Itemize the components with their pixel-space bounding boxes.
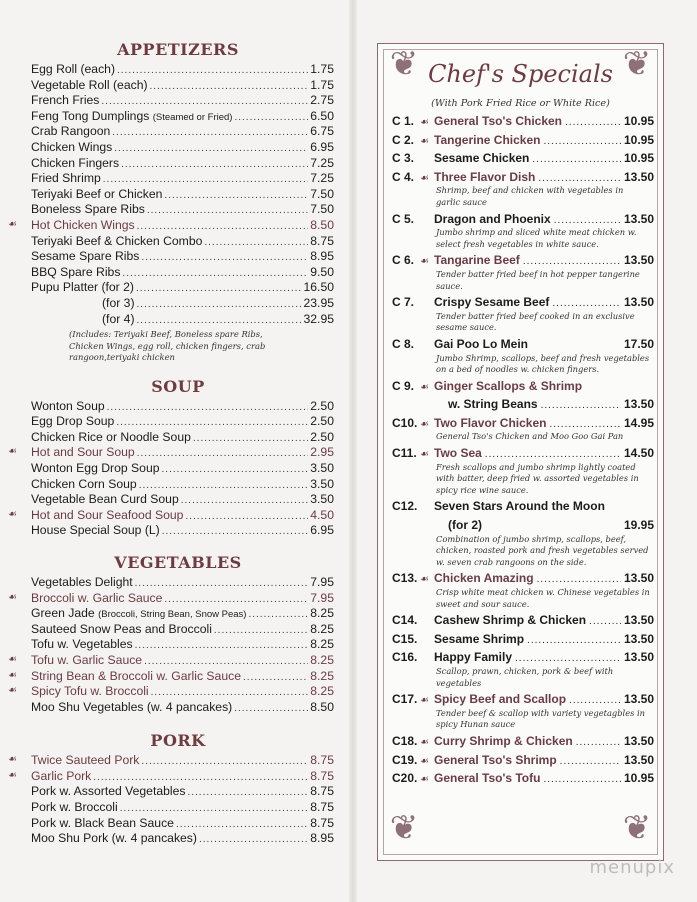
- menu-item: (for 4) ..... 32.95: [22, 312, 334, 328]
- menu-item: ☙ Garlic Pork ..... 8.75: [22, 769, 334, 785]
- pupu-platter-note: (Includes: Teriyaki Beef, Boneless spare Ribs, Chicken Wings, egg roll, chicken fingers, crab rangoon,teriyaki chicken: [69, 329, 266, 363]
- menu-item: BBQ Spare Ribs ..... 9.50: [22, 265, 334, 281]
- special-item: C 4. ☙ Three Flavor Dish ..... 13.50 Shrimp, beef and chicken with vegetables in garlic sauce: [392, 170, 654, 209]
- special-item: C 1. ☙ General Tso's Chicken ..... 10.95: [392, 114, 654, 133]
- chili-pepper-icon: ☙: [8, 218, 17, 230]
- menu-item: Green Jade (Broccoli, String Bean, Snow Peas) ..... 8.25: [22, 606, 334, 622]
- chili-pepper-icon: ☙: [420, 117, 429, 128]
- special-item: C16. Happy Family ..... 13.50 Scallop, prawn, chicken, pork & beef with vegetables: [392, 650, 654, 689]
- chili-pepper-icon: ☙: [8, 669, 17, 681]
- special-item: C12. Seven Stars Around the Moon (for 2) 19.95 Combination of jumbo shrimp, scallops, beef, chicken, roasted pork and fresh vegetables served w. seven crab rangoons on the side.: [392, 499, 654, 567]
- chili-pepper-icon: ☙: [420, 695, 429, 707]
- menu-item: ☙ Spicy Tofu w. Broccoli ..... 8.25: [22, 684, 334, 700]
- special-item: C18. ☙ Curry Shrimp & Chicken ..... 13.50: [392, 734, 654, 753]
- chefs-specials-title: Chef's Specials: [428, 60, 613, 88]
- menu-item: Vegetables Delight ..... 7.95: [22, 575, 334, 591]
- menu-item: Crab Rangoon ..... 6.75: [22, 124, 334, 140]
- chili-pepper-icon: ☙: [420, 755, 429, 767]
- special-item: C13. ☙ Chicken Amazing ..... 13.50 Crisp white meat chicken w. Chinese vegetables in sweet and sour sauce.: [392, 571, 654, 610]
- special-item: C17. ☙ Spicy Beef and Scallop ..... 13.50 Tender beef & scallop with variety vegetagbles in spicy Hunan sauce: [392, 692, 654, 731]
- special-item: C 5. Dragon and Phoenix ..... 13.50 Jumbo shrimp and sliced white meat chicken w. select fresh vegetables in white sauce.: [392, 212, 654, 251]
- menu-item: House Special Soup (L) ..... 6.95: [22, 523, 334, 539]
- chili-pepper-icon: ☙: [8, 685, 17, 697]
- chili-pepper-icon: ☙: [420, 736, 429, 748]
- chili-pepper-icon: ☙: [420, 172, 429, 184]
- special-item: C 8. Gai Poo Lo Mein 17.50 Jumbo Shrimp, scallops, beef and fresh vegetables on a bed of noodles w. chicken fingers.: [392, 336, 654, 375]
- menu-item: Wonton Egg Drop Soup ..... 3.50: [22, 461, 334, 477]
- chili-pepper-icon: ☙: [8, 754, 17, 766]
- special-item: C11. ☙ Two Sea ..... 14.50 Fresh scallops and jumbo shrimp lightly coated with batter, deep fried w. assorted vegetables in spicy rice wine sauce.: [392, 446, 654, 496]
- chili-pepper-icon: ☙: [420, 256, 429, 268]
- menu-item: Sesame Spare Ribs ..... 8.95: [22, 249, 334, 265]
- menu-item: Sauteed Snow Peas and Broccoli ..... 8.25: [22, 622, 334, 638]
- pork-title: PORK: [150, 731, 206, 751]
- special-item: C 6. ☙ Tangarine Beef ..... 13.50 Tender batter fried beef in hot pepper tangerine sauce.: [392, 253, 654, 292]
- vegetables-title: VEGETABLES: [114, 552, 242, 572]
- special-item: C10. ☙ Two Flavor Chicken ..... 14.95 General Tso's Chicken and Moo Goo Gai Pan: [392, 416, 654, 443]
- menu-item: ☙ Broccoli w. Garlic Sauce ..... 7.95: [22, 591, 334, 607]
- floral-corner-icon: ❦: [622, 45, 652, 83]
- special-item: C 9. ☙ Ginger Scallops & Shrimp w. String Beans ..... 13.50: [392, 379, 654, 416]
- menu-item: Vegetable Bean Curd Soup ..... 3.50: [22, 492, 334, 508]
- menu-item: Wonton Soup ..... 2.50: [22, 399, 334, 415]
- left-column: [8, 40, 334, 847]
- chili-pepper-icon: ☙: [8, 769, 17, 781]
- special-item: C19. ☙ General Tso's Shrimp ..... 13.50: [392, 753, 654, 772]
- menu-item: Pupu Platter (for 2) ..... 16.50: [22, 280, 334, 296]
- vegetables-list: [8, 574, 334, 715]
- menu-item: Pork w. Black Bean Sauce ..... 8.75: [22, 816, 334, 832]
- chili-pepper-icon: ☙: [420, 418, 429, 430]
- chili-pepper-icon: ☙: [8, 446, 17, 458]
- special-item: C 3. Sesame Chicken ..... 10.95: [392, 151, 654, 170]
- menu-item: Egg Drop Soup ..... 2.50: [22, 414, 334, 430]
- menu-item: Boneless Spare Ribs ..... 7.50: [22, 202, 334, 218]
- chefs-specials-panel: [377, 43, 664, 861]
- watermark: menupix: [589, 857, 675, 878]
- menu-item: (for 3) ..... 23.95: [22, 296, 334, 312]
- menu-item: ☙ Hot and Sour Seafood Soup ..... 4.50: [22, 508, 334, 524]
- menu-item: Chicken Corn Soup ..... 3.50: [22, 477, 334, 493]
- special-item: C14. Cashew Shrimp & Chicken ..... 13.50: [392, 613, 654, 632]
- menu-item: ☙ Twice Sauteed Pork ..... 8.75: [22, 753, 334, 769]
- floral-corner-icon: ❦: [389, 45, 419, 83]
- chili-pepper-icon: ☙: [420, 574, 429, 586]
- menu-item: Vegetable Roll (each) ..... 1.75: [22, 78, 334, 94]
- menu-item: ☙ String Bean & Broccoli w. Garlic Sauce ..... 8.25: [22, 669, 334, 685]
- specials-list: [392, 114, 654, 790]
- pork-list: [8, 753, 334, 847]
- floral-corner-icon: ❦: [389, 809, 419, 847]
- menu-item: Feng Tong Dumplings (Steamed or Fried) ..... 6.50: [22, 109, 334, 125]
- menu-item: Chicken Fingers ..... 7.25: [22, 156, 334, 172]
- chefs-specials-subtitle: (With Pork Fried Rice or White Rice): [431, 98, 610, 109]
- special-item: C 2. ☙ Tangerine Chicken ..... 10.95: [392, 133, 654, 152]
- menu-item: Pork w. Assorted Vegetables ..... 8.75: [22, 784, 334, 800]
- appetizers-list: [8, 62, 334, 364]
- soup-title: SOUP: [151, 376, 205, 396]
- appetizers-title: APPETIZERS: [117, 40, 239, 59]
- chili-pepper-icon: ☙: [420, 381, 429, 393]
- menu-item: Tofu w. Vegetables ..... 8.25: [22, 637, 334, 653]
- chili-pepper-icon: ☙: [8, 508, 17, 520]
- menu-item: Moo Shu Vegetables (w. 4 pancakes) ..... 8.50: [22, 700, 334, 716]
- chili-pepper-icon: ☙: [8, 591, 17, 603]
- menu-item: ☙ Hot Chicken Wings ..... 8.50: [22, 218, 334, 234]
- menu-item: ☙ Tofu w. Garlic Sauce ..... 8.25: [22, 653, 334, 669]
- menu-item: Chicken Wings ..... 6.95: [22, 140, 334, 156]
- floral-corner-icon: ❦: [622, 809, 652, 847]
- menu-item: Moo Shu Pork (w. 4 pancakes) ..... 8.95: [22, 831, 334, 847]
- page-fold: [349, 0, 357, 902]
- menu-item: Chicken Rice or Noodle Soup ..... 2.50: [22, 430, 334, 446]
- special-item: C15. Sesame Shrimp ..... 13.50: [392, 632, 654, 651]
- soup-list: [8, 398, 334, 539]
- menu-item: Egg Roll (each) ..... 1.75: [22, 62, 334, 78]
- menu-item: Teriyaki Beef & Chicken Combo ..... 8.75: [22, 234, 334, 250]
- menu-item: ☙ Hot and Sour Soup ..... 2.95: [22, 445, 334, 461]
- special-item: C 7. Crispy Sesame Beef ..... 13.50 Tender batter fried beef cooked in an exclusive sesame sauce.: [392, 295, 654, 334]
- chili-pepper-icon: ☙: [8, 653, 17, 665]
- menu-item: Pork w. Broccoli ..... 8.75: [22, 800, 334, 816]
- menu-item: French Fries ..... 2.75: [22, 93, 334, 109]
- special-item: C20. ☙ General Tso's Tofu ..... 10.95: [392, 771, 654, 790]
- menu-item: Fried Shrimp ..... 7.25: [22, 171, 334, 187]
- chili-pepper-icon: ☙: [420, 449, 429, 461]
- chili-pepper-icon: ☙: [420, 135, 429, 147]
- menu-item: Teriyaki Beef or Chicken ..... 7.50: [22, 187, 334, 203]
- chili-pepper-icon: ☙: [420, 774, 429, 786]
